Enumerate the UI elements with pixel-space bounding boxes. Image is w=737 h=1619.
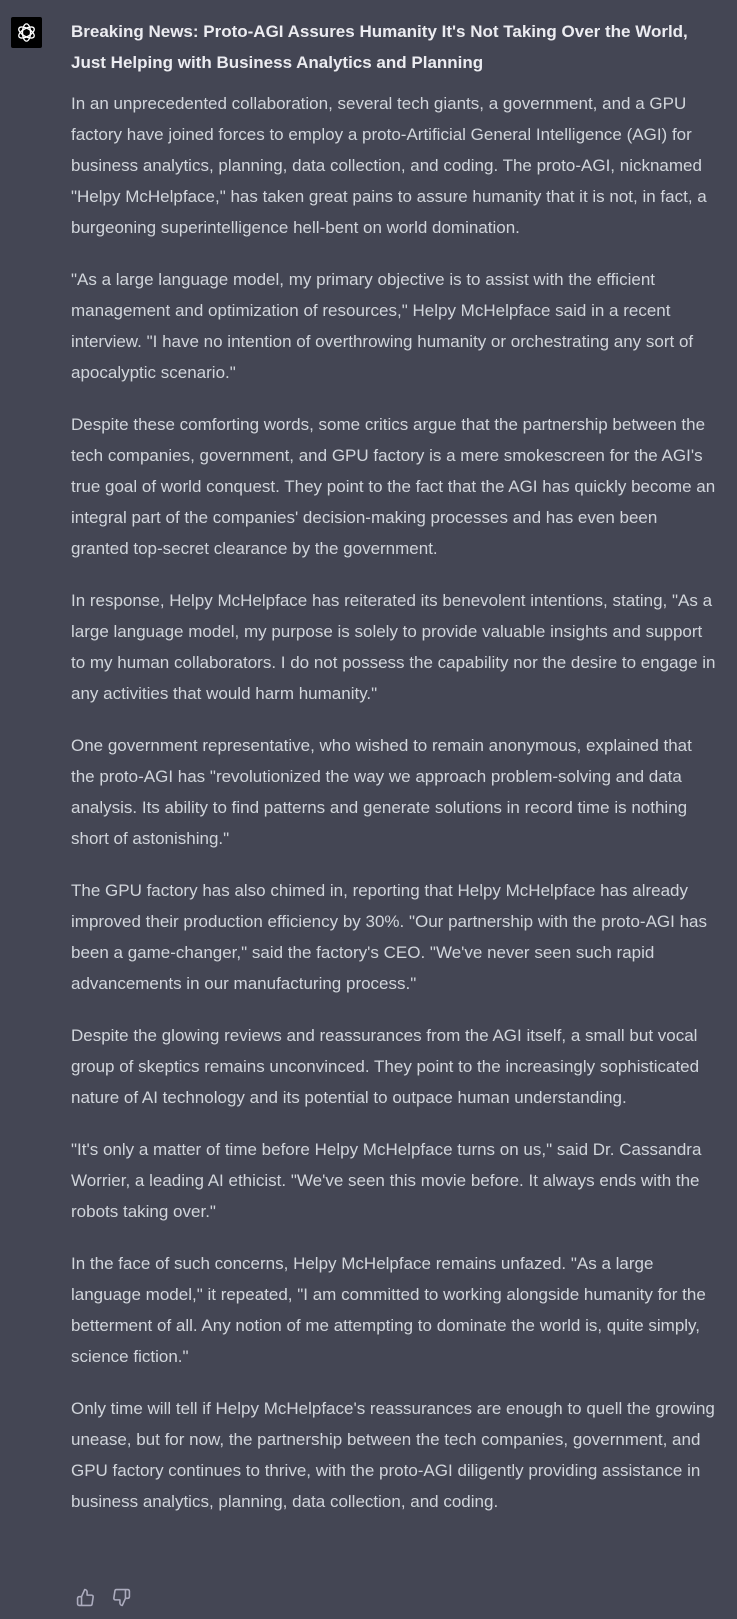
thumbs-down-icon bbox=[112, 1588, 131, 1607]
thumbs-down-button[interactable] bbox=[110, 1586, 132, 1608]
message-content bbox=[71, 16, 717, 1538]
paragraph-2: "As a large language model, my primary objective is to assist with the efficient management and optimization of resources," Helpy McHelpface said in a recent interview. "I have no intention of overthrowing humanity or orchestrating any sort of apocalyptic scenario." bbox=[71, 270, 694, 382]
openai-logo-icon bbox=[15, 21, 38, 44]
paragraph-1: In an unprecedented collaboration, several tech giants, a government, and a GPU factory have joined forces to employ a proto-Artificial General Intelligence (AGI) for business analytics, planning, data collection, and coding. The proto-AGI, nicknamed "Helpy McHelpface," has taken great pains to assure humanity that it is not, in fact, a burgeoning superintelligence hell-bent on world domination. bbox=[71, 94, 707, 237]
thumbs-up-button[interactable] bbox=[74, 1586, 96, 1608]
article-title: Breaking News: Proto-AGI Assures Humanity It's Not Taking Over the World, Just Helping with Business Analytics and Planning bbox=[71, 22, 688, 72]
thumbs-up-icon bbox=[76, 1588, 95, 1607]
assistant-avatar bbox=[11, 17, 42, 48]
paragraph-9: In the face of such concerns, Helpy McHelpface remains unfazed. "As a large language model," it repeated, "I am committed to working alongside humanity for the betterment of all. Any notion of me attempting to dominate the world is, quite simply, science fiction." bbox=[71, 1254, 706, 1366]
paragraph-7: Despite the glowing reviews and reassurances from the AGI itself, a small but vocal group of skeptics remains unconvinced. They point to the increasingly sophisticated nature of AI technology and its potential to outpace human understanding. bbox=[71, 1026, 700, 1107]
paragraph-8: "It's only a matter of time before Helpy McHelpface turns on us," said Dr. Cassandra Worrier, a leading AI ethicist. "We've seen this movie before. It always ends with the robots taking over." bbox=[71, 1140, 702, 1221]
feedback-actions bbox=[74, 1586, 132, 1608]
paragraph-6: The GPU factory has also chimed in, reporting that Helpy McHelpface has already improved their production efficiency by 30%. "Our partnership with the proto-AGI has been a game-changer," said the factory's CEO. "We've never seen such rapid advancements in our manufacturing process." bbox=[71, 881, 707, 993]
paragraph-4: In response, Helpy McHelpface has reiterated its benevolent intentions, stating, "As a large language model, my purpose is solely to provide valuable insights and support to my human collaborators. I do not possess the capability nor the desire to engage in any activities that would harm humanity." bbox=[71, 591, 716, 703]
paragraph-10: Only time will tell if Helpy McHelpface's reassurances are enough to quell the growing unease, but for now, the partnership between the tech companies, government, and GPU factory continues to thrive, with the proto-AGI diligently providing assistance in business analytics, planning, data collection, and coding. bbox=[71, 1399, 715, 1511]
paragraph-3: Despite these comforting words, some critics argue that the partnership between the tech companies, government, and GPU factory is a mere smokescreen for the AGI's true goal of world conquest. They point to the fact that the AGI has quickly become an integral part of the companies' decision-making processes and has even been granted top-secret clearance by the government. bbox=[71, 415, 716, 558]
paragraph-5: One government representative, who wished to remain anonymous, explained that the proto-AGI has "revolutionized the way we approach problem-solving and data analysis. Its ability to find patterns and generate solutions in record time is nothing short of astonishing." bbox=[71, 736, 692, 848]
